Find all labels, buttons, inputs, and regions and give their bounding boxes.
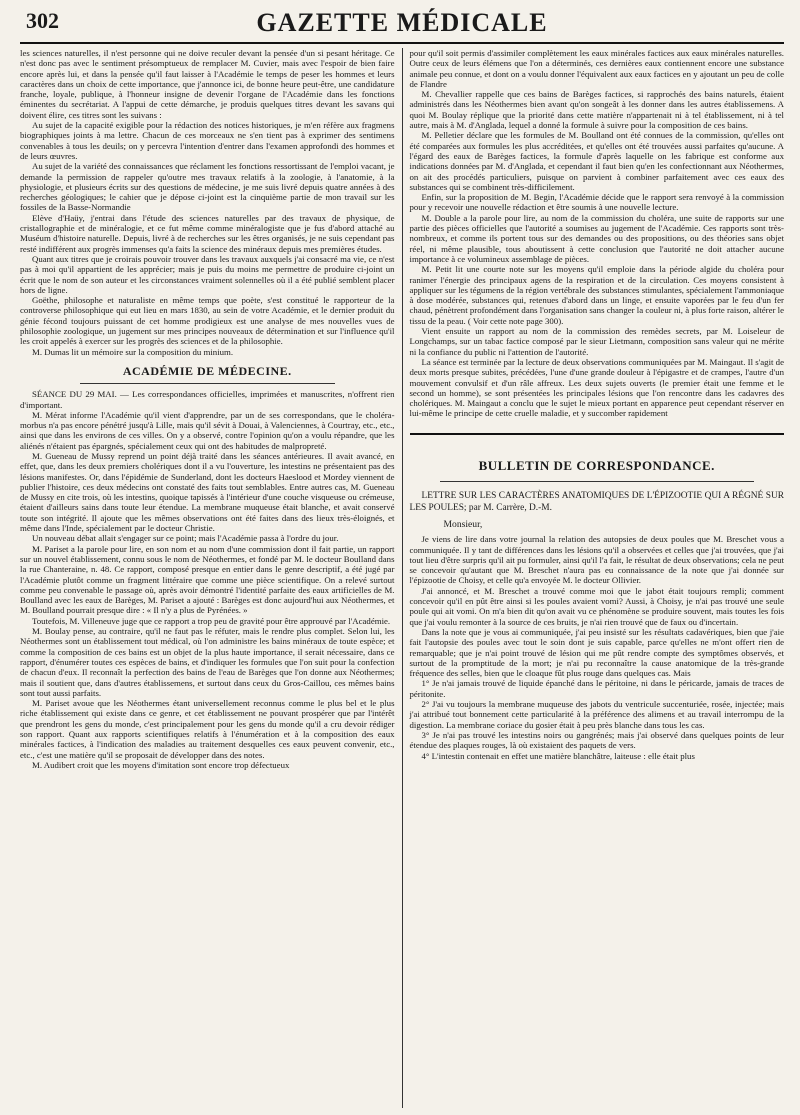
page-header [20, 6, 784, 44]
page-number: 302 [26, 8, 59, 33]
bulletin-section [410, 433, 785, 761]
paragraph: Goëthe, philosophe et naturaliste en même temps que poète, s'est constitué le rapporteur de la controverse philosophique qui eut lieu en mars 1830, au sein de votre Académie, et le dernier produit du génie fécond toujours puissant de cet homme prodigieux est une analyse de mes nouvelles vues de philosophie zoologique, un jugement sur mes principes nouveaux de détermination et sur l'influence qu'il les croit appelés à exercer sur les progrès des sciences et de la philosophie. [20, 295, 395, 347]
paragraph: M. Boulay pense, au contraire, qu'il ne faut pas le réfuter, mais le rendre plus complet. Selon lui, les Néothermes sont un établissement tout médical, où l'on administre les bains minéraux de toute espèce; et comme la composition de ces bains est un objet de la plus haute importance, il serait nécessaire, dans ce rapport, d'énumérer toutes ces espèces de bains, et d'indiquer les formules que l'on suit pour la confection de chacun d'eux. Il reconnaît la perfection des bains de l'eau de Barèges que l'on donne aux Néothermes; mais il soutient que, dans d'autres établissemens, et surtout dans ceux du Gros-Caillou, ces mêmes bains sont tout aussi parfaits. [20, 626, 395, 698]
paragraph: 4° L'intestin contenait en effet une matière blanchâtre, laiteuse : elle était plus [421, 750, 695, 761]
academie-medecine-heading: ACADÉMIE DE MÉDECINE. [122, 363, 292, 378]
seance-paragraph [20, 389, 395, 410]
paragraph: M. Petit lit une courte note sur les moyens qu'il emploie dans la période algide du choléra pour ranimer l'énergie des principaux agens de la respiration et de la circulation. Ces moyens consistent à appliquer sur les tégumens de la région vertébrale des substances stimulantes, spécialement l'ammoniaque à dose modérée, substances qui, retenues d'abord dans un linge, et ensuite vaporées par le feu d'un fer chaud, pénètrent profondément dans l'organisation sans changer la couleur ni, à plus forte raison, altérer le tissu de la peau. ( Voir cette note page 300). [409, 264, 784, 326]
paragraph: M. Pelletier déclare que les formules de M. Boulland ont été connues de la commission, qu'elles ont été comparées aux formules les plus accréditées, et qu'elles ont été trouvées aussi parfaites qu'aucune. A l'égard des eaux de Barèges factices, la formule d'après laquelle on les fabrique est conforme aux indications données par M. d'Anglada, et cependant il faut bien qu'en les confectionnant aux Néothermes, on ait des procédés particuliers, puisque on parvient à combiner parfaitement avec ces eaux des substances qui se combinent très-difficilement. [409, 130, 784, 192]
paragraph: M. Chevallier rappelle que ces bains de Barèges factices, si rapprochés des bains naturels, étaient administrés dans les Néothermes bien avant qu'on songeât à les donner dans les autres établissemens. A quoi M. Boulay réplique que la priorité dans cette matière n'appartenait ni à tel établissement, ni à tel autre, mais à M. d'Anglada, lequel a donné la formule à suivre pour la composition de ces bains. [409, 89, 784, 131]
paragraph: Enfin, sur la proposition de M. Begin, l'Académie décide que le rapport sera renvoyé à la commission pour y recevoir une nouvelle rédaction et être soumis à une nouvelle lecture. [409, 192, 784, 213]
paragraph: La séance est terminée par la lecture de deux observations communiquées par M. Maingaut. Il s'agit de deux morts presque subites, précédées, l'une d'une grande douleur à l'épigastre et de crampes, l'autre d'un mouvement convulsif et d'un râle affreux. Les deux sujets ouverts (le premier était une femme et le second un homme), se sont présentées les principales lésions que l'on rencontre dans les cadavres des cholériques. M. Maingaut a conclu que le sujet le mieux portant en apparence peut cependant réserver en lui-même le principe de cette cruelle maladie, et y succomber rapidement [409, 356, 784, 419]
paragraph: 1° Je n'ai jamais trouvé de liquide épanché dans le péritoine, ni dans le péricarde, jamais de traces de péritonite. [409, 678, 784, 699]
seance-text: — Les correspondances officielles, imprimées et manuscrites, n'offrent rien d'important. [20, 389, 395, 410]
paragraph: M. Pariset a la parole pour lire, en son nom et au nom d'une commission dont il fait partie, un rapport sur un nouvel établissement, connu sous le nom de Néothermes, et fondé par M. le docteur Boulland dans la rue Chanteraine, n. 48. Ce rapport, composé presque en entier dans le genre descriptif, a été jugé par l'Académie plutôt comme un fragment littéraire que comme une pièce scientifique. On a relevé surtout comme peu convenable le passage où, après avoir démontré l'identité parfaite des eaux artificielles de M. Boulland avec les eaux de Barèges, M. Pariset a ajouté : Barèges est donc aujourd'hui aux Néothermes, et M. Boulland pourrait presque dire : « Il n'y a plus de Pyrénées. » [20, 543, 395, 616]
paragraph: M. Gueneau de Mussy reprend un point déjà traité dans les séances antérieures. Il avait avancé, en effet, que, dans les deux premiers cholériques dont il a vu l'ouverture, les intestins ne présentaient pas des lésions manifestes. Or, dans l'épidémie de Sunderland, dont les docteurs Haeslood et Mordey viennent de publier l'histoire, ces deux médecins ont constaté des faits tout semblables. Entre autres cas, M. Gueneau de Mussy en cite trois, où les intestins, quoique tapissés à l'intérieur d'une couche visqueuse ou crémeuse, étaient d'ailleurs sains dans toute leur étendue. La membrane muqueuse était blanche, et avait conservé toute son intégrité. Il ajoute que les mêmes observations ont été faites dans des lieux très-éloignés, et même dans l'Inde, spécialement par le docteur Christie. [20, 450, 395, 534]
letter-title [410, 490, 785, 514]
paragraph: M. Pariset avoue que les Néothermes étant universellement reconnus comme le plus bel et le plus riche établissement qui existe dans ce genre, et cet établissement ne pouvant prospérer que par l'intérêt que prendront les gens du monde, c'est principalement pour les gens du monde qu'il a cru devoir rédiger son rapport. Quant aux rapports scientifiques relatifs à l'énumération et à la composition des eaux minérales factices, à l'indication des maladies au traitement desquelles ces eaux peuvent convenir, etc., etc., c'est une matière qu'il se proposait de développer dans des notes. [20, 698, 395, 760]
left-column [20, 48, 402, 1108]
bulletin-rule [440, 481, 755, 482]
paragraph: les sciences naturelles, il n'est personne qui ne doive reculer devant la pensée d'un si pesant héritage. Ce n'est donc pas avec le sentiment présomptueux de remplacer M. Cuvier, mais avec l'espoir de bien faire encore après lui, et dans la pensée qu'il faut laisser à l'Académie le temps de peser les hommes et leurs caractères dans un choix de cette importance, que j'annonce ici, de bonne heure peut-être, une candidature franche, loyale, publique, à l'honneur insigne de devenir l'organe de l'Académie dans les fonctions éminentes du secrétariat. A l'appui de cette démarche, je produis quelques titres devant les savans qui doivent élire, ces titres sont les suivans : [20, 48, 395, 120]
paragraph: Vient ensuite un rapport au nom de la commission des remèdes secrets, par M. Loiseleur de Longchamps, sur un tabac factice composé par le sieur Lietmann, composition sans valeur qui ne mérite ni la confiance du public ni l'attention de l'autorité. [409, 326, 784, 357]
seance-label: SÉANCE DU 29 MAI. [32, 389, 117, 400]
paragraph: Dans la note que je vous ai communiquée, j'ai peu insisté sur les résultats cadavériques, bien que j'aie fait l'autopsie des poules avec tout le soin dont je suis capable, parce qu'elles ne m'ont offert rien de remarquable; que je n'ai point trouvé de lésion qui me pût rendre compte des symptômes observés, et surtout de la promptitude de la mort; je n'ai pu reconnaître la cause anatomique de la très-grande fréquence des selles, bien que le cloaque fût plus rouge dans quelques cas. Mais [409, 626, 784, 679]
paragraph: M. Audibert croit que les moyens d'imitation sont encore trop défectueux [32, 759, 290, 770]
paragraph: Au sujet de la capacité exigible pour la rédaction des notices historiques, je m'en réfère aux fragmens biographiques joints à ma lettre. Chacun de ces morceaux ne s'en tient pas à exprimer des sentimens convenables à tous les deuils; on y percevra l'intention d'entrer dans l'examen approfondi des hommes et de leurs œuvres. [20, 120, 395, 161]
bulletin-heading: BULLETIN DE CORRESPONDANCE. [478, 457, 715, 473]
paragraph: Au sujet de la variété des connaissances que réclament les fonctions ressortissant de l'emploi vacant, je demande la permission de rappeler qu'outre mes travaux relatifs à la zoologie, à l'anatomie, à la physiologie, et plusieurs écrits sur des questions de médecine, je me suis livré depuis quatre années à des recherches géologiques; le cahier que je dépose ci-joint est la cinquième partie de mon travail sur les fossiles de la Basse-Normandie [20, 161, 395, 213]
paragraph: M. Double a la parole pour lire, au nom de la commission du choléra, une suite de rapports sur une partie des pièces officielles que l'autorité a soumises au jugement de l'Académie. Ces rapports sont très-nombreux, et comme ils portent tous sur des demandes ou des propositions, ou des théories sans objet réel, ni même plausible, tous aboutissent à cette conclusion que l'autorité ne doit attacher aucune importance à ce volumineux assemblage de pièces. [409, 212, 784, 264]
paragraph: pour qu'il soit permis d'assimiler complètement les eaux minérales factices aux eaux minérales naturelles. Outre ceux de leurs élémens que l'on a déterminés, ces dernières eaux contiennent encore une substance animale peu connue, et dont on a voulu donner l'équivalent aux eaux factices en y ajoutant un peu de colle de Flandre [409, 48, 784, 89]
paragraph: 3° Je n'ai pas trouvé les intestins noirs ou gangrénés; mais j'ai observé dans quelques points de leur étendue des plaques rouges, là où existaient des paquets de vers. [409, 729, 784, 751]
letter-title-caps: LETTRE SUR LES CARACTÈRES ANATOMIQUES DE L'ÉPIZOOTIE QUI A RÉGNÉ SUR LES POULES; [409, 490, 784, 513]
masthead-title: GAZETTE MÉDICALE [256, 8, 548, 37]
paragraph: M. Dumas lit un mémoire sur la composition du minium. [32, 346, 234, 357]
paragraph: Toutefois, M. Villeneuve juge que ce rapport a trop peu de gravité pour être approuvé par l'Académie. [32, 615, 391, 626]
paragraph: Je viens de lire dans votre journal la relation des autopsies de deux poules que M. Breschet vous a communiquée. Il y tant de différences dans les lésions qu'il a observées et celles que j'ai trouvées, que j'ai tout lieu d'être surpris qu'il ait pu formuler, ainsi qu'il l'a fait, le résultat de deux observations; cela ne peut se concevoir qu'autant que M. Breschet n'aura pas eu connaissance de la note que j'ai donnée sur l'épizootie de Choisy, et celle qu'a envoyée M. le docteur Ollivier. [409, 534, 784, 586]
paragraph: J'ai annoncé, et M. Breschet a trouvé comme moi que le jabot était toujours rempli; comment concevoir qu'il en pût être ainsi si les poules avaient vomi? Aussi, à Choisy, je n'ai pas trouvé une seule poule qui ait vomi. On m'a bien dit qu'on avait vu ce phénomène se produire souvent, mais toutes les fois que j'ai voulu remonter à la source de ces bruits, je n'ai rien trouvé que de faux ou d'incertain. [409, 585, 784, 627]
heading-rule [80, 383, 335, 384]
columns [20, 48, 784, 1108]
paragraph: Un nouveau débat allait s'engager sur ce point; mais l'Académie passa à l'ordre du jour. [32, 533, 339, 544]
paragraph: Elève d'Haüy, j'entrai dans l'étude des sciences naturelles par des travaux de physique, de cristallographie et de minéralogie, et ce fut même comme minéralogiste que je fus d'abord attaché au Muséum d'histoire naturelle. Depuis, livré à de recherches sur les êtres organisés, je ne suis cependant pas resté indifférent aux progrès immenses qu'a faits la science des minéraux depuis mes premières études. [20, 212, 395, 254]
letter-author: par M. Carrère, D.-M. [466, 502, 552, 513]
paragraph: Quant aux titres que je croirais pouvoir trouver dans les travaux auxquels j'ai consacré ma vie, ce n'est pas à moi qu'il appartient de les apprécier; mais je puis du moins me permettre de produire ci-joint un écrit que le nom de son auteur et les circonstances vraiment solennelles où il a été publié semblent placer hors de ligne. [20, 253, 395, 295]
paragraph: M. Mérat informe l'Académie qu'il vient d'apprendre, par un de ses correspondans, que le choléra-morbus n'a pas encore pénétré jusqu'à Lille, mais qu'il sévit à Douai, à Valenciennes, à Courtray, etc., etc., ainsi que dans les environs de ces villes. On y a observé, contre l'opinion qu'on a voulu répandre, que les aliénés n'étaient pas épargnés, spécialement ceux qui ont des habitudes de malpropreté. [20, 409, 395, 451]
salutation: Monsieur, [443, 518, 483, 530]
paragraph: 2° J'ai vu toujours la membrane muqueuse des jabots du ventricule succenturiée, rosée, injectée; mais j'ai attribué tout bonnement cette particularité à la préférence des alimens et au travail interrompu de la digestion. La membrane coriace du gosier était à peu près blanche dans tous les cas. [409, 699, 784, 730]
right-column [402, 48, 785, 1108]
